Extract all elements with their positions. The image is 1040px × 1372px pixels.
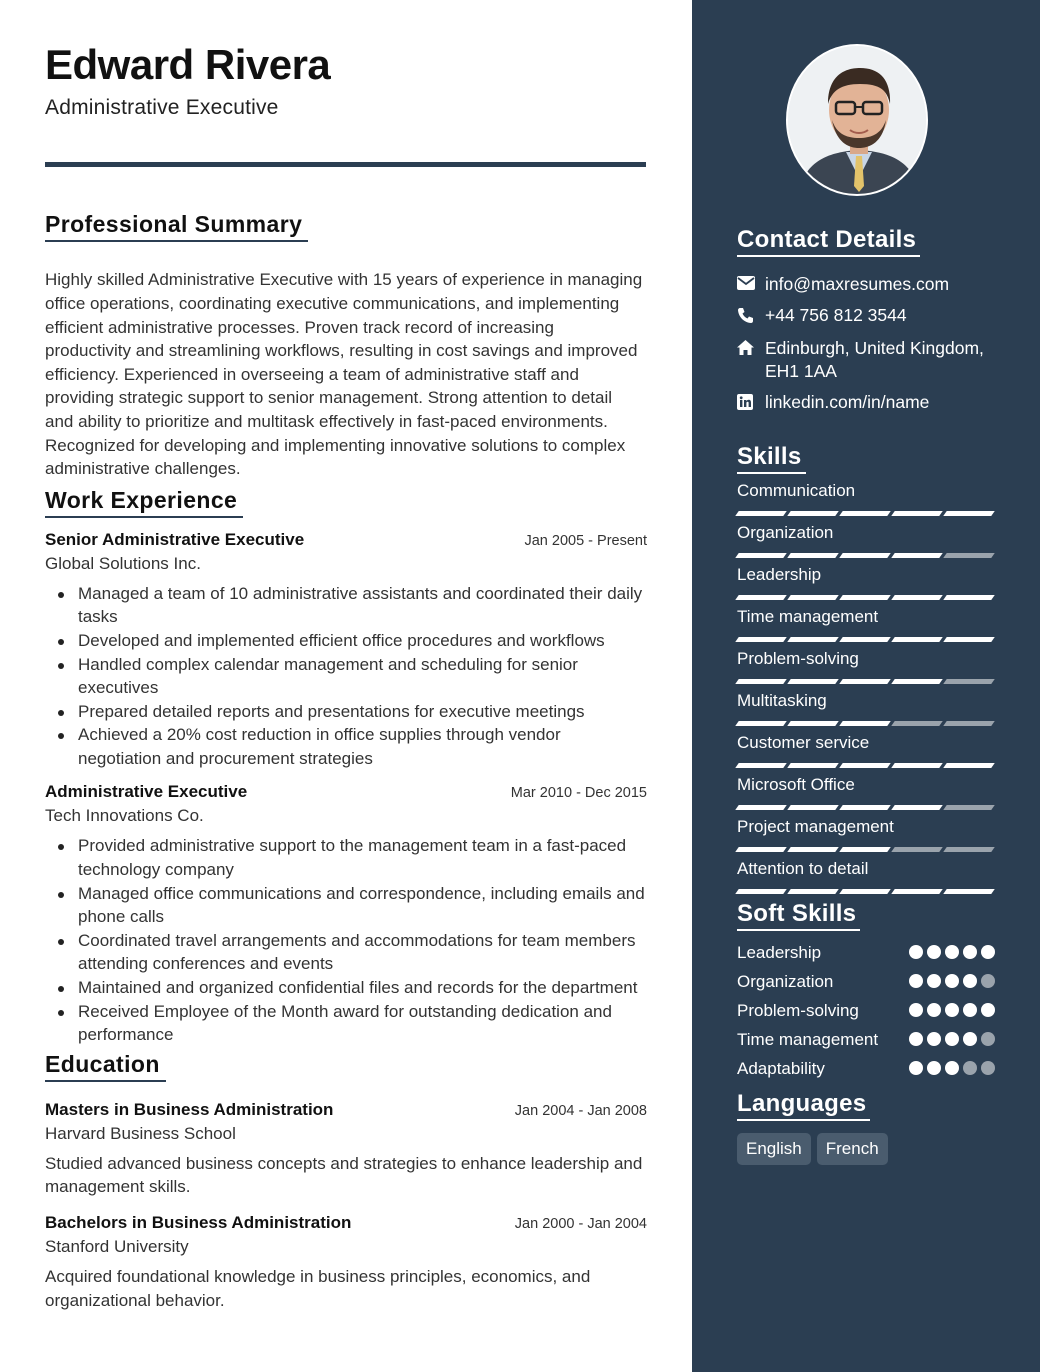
envelope-icon [737,273,765,295]
education-heading: Education [45,1051,166,1082]
rating-dot [981,1032,995,1046]
summary-section [45,211,647,480]
skill-level-segment [943,637,995,642]
skill-level-bar [737,721,995,726]
linkedin-text: linkedin.com/in/name [765,392,930,412]
soft-skill-rating [909,970,995,988]
job-bullet: Prepared detailed reports and presentations for executive meetings [45,700,647,724]
skill-level-segment [943,763,995,768]
skill-level-segment [891,889,943,894]
job-bullets [45,582,647,771]
soft-skill-rating [909,1057,995,1075]
soft-skills-heading: Soft Skills [737,900,860,931]
education-date: Jan 2004 - Jan 2008 [514,1102,647,1119]
job-bullet: Handled complex calendar management and scheduling for senior executives [45,653,647,700]
job-bullet: Received Employee of the Month award for outstanding dedication and performance [45,1000,647,1047]
languages-heading: Languages [737,1090,870,1121]
skill-level-segment [891,847,943,852]
skill-level-segment [943,553,995,558]
rating-dot [927,1032,941,1046]
skill-item [737,690,995,726]
skill-level-segment [735,511,787,516]
degree-name: Bachelors in Business Administration [45,1213,352,1233]
skill-name: Customer service [737,733,870,752]
skill-level-segment [735,553,787,558]
soft-skill-item [737,970,995,993]
rating-dot [927,1061,941,1075]
home-icon [737,337,765,360]
skills-heading: Skills [737,443,806,474]
rating-dot [963,1032,977,1046]
soft-skill-name: Leadership [737,943,822,962]
rating-dot [945,974,959,988]
contact-address [737,337,995,383]
linkedin-icon [737,391,765,415]
rating-dot [927,945,941,959]
job-role: Senior Administrative Executive [45,529,305,549]
skill-level-segment [787,763,839,768]
soft-skill-name: Adaptability [737,1059,825,1078]
skill-level-segment [943,679,995,684]
skill-level-bar [737,679,995,684]
job-bullet: Coordinated travel arrangements and accommodations for team members attending conferences and events [45,929,647,976]
skill-level-segment [839,511,891,516]
candidate-name: Edward Rivera [45,41,331,88]
rating-dot [909,974,923,988]
education-entry [45,1100,647,1199]
skill-level-segment [891,721,943,726]
contact-heading: Contact Details [737,226,920,257]
skill-level-bar [737,889,995,894]
job-bullet: Developed and implemented efficient office procedures and workflows [45,629,647,653]
soft-skill-name: Time management [737,1030,879,1049]
soft-skills-list [737,941,995,1080]
job-company: Tech Innovations Co. [45,806,204,826]
soft-skill-name: Organization [737,972,834,991]
skill-level-segment [943,805,995,810]
skill-level-segment [735,805,787,810]
soft-skill-rating [909,1028,995,1046]
rating-dot [927,1003,941,1017]
skill-item [737,858,995,894]
language-pill: English [737,1133,811,1165]
soft-skill-name: Problem-solving [737,1001,859,1020]
skill-level-segment [943,595,995,600]
skill-level-segment [943,511,995,516]
rating-dot [945,1032,959,1046]
skill-level-segment [943,721,995,726]
skill-item [737,816,995,852]
skill-level-segment [891,637,943,642]
skill-level-bar [737,553,995,558]
skill-name: Time management [737,607,879,626]
rating-dot [981,1061,995,1075]
skills-list [737,480,995,894]
skill-level-segment [787,511,839,516]
email-text: info@maxresumes.com [765,274,950,294]
skill-name: Multitasking [737,691,827,710]
skill-level-segment [787,721,839,726]
languages-list [737,1133,995,1165]
rating-dot [945,1061,959,1075]
skill-name: Microsoft Office [737,775,855,794]
job-company: Global Solutions Inc. [45,553,201,573]
skill-level-segment [839,847,891,852]
job-bullet: Managed a team of 10 administrative assistants and coordinated their daily tasks [45,582,647,629]
soft-skill-rating [909,999,995,1017]
job-date: Jan 2005 - Present [524,532,647,549]
skill-level-segment [787,637,839,642]
skill-level-segment [735,889,787,894]
skill-level-segment [787,553,839,558]
school-name: Harvard Business School [45,1123,236,1143]
rating-dot [963,1061,977,1075]
sidebar [692,0,1040,1372]
profile-photo [786,44,928,196]
skill-level-segment [839,721,891,726]
contact-phone[interactable] [737,304,995,329]
skill-level-bar [737,763,995,768]
contact-email[interactable] [737,273,995,296]
skill-item [737,732,995,768]
job-bullet: Maintained and organized confidential files and records for the department [45,976,647,1000]
skill-level-segment [943,847,995,852]
job-bullet: Provided administrative support to the management team in a fast-paced technology company [45,834,647,881]
skill-level-segment [839,553,891,558]
phone-text: +44 756 812 3544 [765,305,907,325]
rating-dot [963,974,977,988]
skill-level-segment [787,889,839,894]
skill-item [737,564,995,600]
degree-name: Masters in Business Administration [45,1099,334,1119]
skill-level-segment [787,679,839,684]
skill-name: Problem-solving [737,649,859,668]
job-date: Mar 2010 - Dec 2015 [510,785,647,802]
job-bullet: Achieved a 20% cost reduction in office supplies through vendor negotiation and procurement strategies [45,723,647,770]
skill-level-segment [839,637,891,642]
rating-dot [981,945,995,959]
soft-skill-item [737,1057,995,1080]
skill-name: Leadership [737,565,822,584]
skill-level-segment [735,721,787,726]
job-entry [45,530,647,771]
skill-level-segment [943,889,995,894]
job-bullets [45,834,647,1046]
rating-dot [909,1032,923,1046]
phone-icon [737,304,765,329]
skill-name: Project management [737,817,894,836]
profile-photo-illustration [788,46,928,196]
skill-level-bar [737,595,995,600]
rating-dot [963,1003,977,1017]
rating-dot [963,945,977,959]
soft-skill-item [737,941,995,964]
header-divider [45,162,646,167]
skill-item [737,480,995,516]
skill-level-segment [735,637,787,642]
skill-item [737,648,995,684]
skill-level-segment [891,553,943,558]
skill-level-segment [891,511,943,516]
skill-item [737,522,995,558]
skill-level-segment [839,763,891,768]
skill-item [737,774,995,810]
education-date: Jan 2000 - Jan 2004 [514,1216,647,1233]
skill-level-segment [839,595,891,600]
contact-linkedin[interactable] [737,391,995,415]
education-section [45,1051,647,1312]
skill-level-segment [735,847,787,852]
rating-dot [945,945,959,959]
education-entry [45,1213,647,1312]
skill-level-segment [735,679,787,684]
skill-item [737,606,995,642]
skill-level-segment [735,763,787,768]
address-text: Edinburgh, United Kingdom, EH1 1AA [765,338,984,381]
skill-level-segment [839,679,891,684]
job-role: Administrative Executive [45,782,248,802]
skill-level-segment [891,595,943,600]
rating-dot [945,1003,959,1017]
skill-level-bar [737,805,995,810]
skill-level-segment [787,595,839,600]
soft-skill-rating [909,941,995,959]
soft-skill-item [737,999,995,1022]
skill-level-segment [891,679,943,684]
rating-dot [981,1003,995,1017]
soft-skill-item [737,1028,995,1051]
job-bullet: Managed office communications and correspondence, including emails and phone calls [45,882,647,929]
sidebar-content [737,226,995,1165]
work-section [45,487,647,1047]
rating-dot [909,1061,923,1075]
skill-name: Organization [737,523,834,542]
candidate-title: Administrative Executive [45,96,279,120]
skill-name: Communication [737,481,856,500]
skill-level-segment [787,805,839,810]
skill-level-segment [735,595,787,600]
main-column [45,40,647,1312]
rating-dot [981,974,995,988]
summary-heading: Professional Summary [45,211,308,242]
skill-level-bar [737,511,995,516]
summary-text: Highly skilled Administrative Executive with 15 years of experience in managing office operations, coordinating executive communications, and implementing efficient administrative processes. Proven track record of increasing productivity and streamlining workflows, resulting in cost savings and improved efficiency. Experienced in overseeing a team of administrative staff and providing strategic support to senior management. Strong attention to detail and ability to prioritize and multitask effectively in fast-paced environments. Recognized for developing and implementing innovative solutions to complex administrative challenges. [45,270,643,479]
education-description: Studied advanced business concepts and strategies to enhance leadership and management skills. [45,1153,643,1197]
job-entry [45,782,647,1046]
skill-level-segment [839,805,891,810]
rating-dot [909,1003,923,1017]
skill-level-segment [891,763,943,768]
school-name: Stanford University [45,1237,189,1257]
education-description: Acquired foundational knowledge in business principles, economics, and organizational behavior. [45,1267,591,1310]
rating-dot [909,945,923,959]
work-heading: Work Experience [45,487,243,518]
skill-name: Attention to detail [737,859,869,878]
rating-dot [927,974,941,988]
language-pill: French [817,1133,888,1165]
skill-level-bar [737,637,995,642]
contact-list [737,273,995,415]
skill-level-segment [891,805,943,810]
skill-level-segment [839,889,891,894]
skill-level-segment [787,847,839,852]
skill-level-bar [737,847,995,852]
